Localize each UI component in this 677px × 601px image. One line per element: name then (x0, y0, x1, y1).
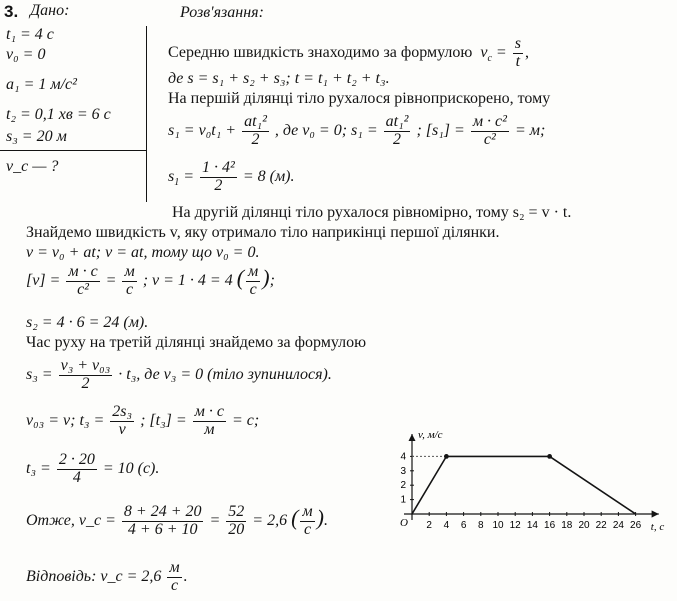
x-tick-label: 26 (630, 520, 642, 531)
data-point (547, 454, 552, 459)
answer-label: Відповідь: (26, 567, 97, 585)
line-formula: Середню швидкість знаходимо за формулою $v_c$ = $\frac{s}{t}$ , (168, 35, 529, 70)
y-tick-label: 4 (400, 451, 406, 463)
origin-label: O (400, 517, 408, 529)
x-tick-label: 20 (578, 520, 590, 531)
data-point (444, 454, 449, 459)
y-tick-label: 1 (400, 494, 406, 506)
given-divider (0, 150, 146, 151)
line-s2: s₂ = 4 · 6 = 24 (м). (26, 314, 149, 331)
x-tick-label: 8 (478, 520, 484, 531)
given-a1: a₁ = 1 м/с² (6, 76, 77, 93)
given-separator (146, 26, 147, 202)
given-v0: v₀ = 0 (6, 46, 46, 63)
line-second-section: На другій ділянці тіло рухалося рівномірно, тому s₂ = v · t. (172, 204, 572, 221)
line-s1-value: $s_1$ = $\frac{\text{1 · 4²}}{2}$ = 8 (м). (168, 159, 295, 194)
x-tick-label: 10 (492, 520, 504, 531)
solution-heading: Розв'язання: (180, 4, 264, 21)
x-axis-label: t, с (650, 521, 665, 533)
given-t2: t₂ = 0,1 хв = 6 с (6, 106, 111, 123)
x-tick-label: 22 (595, 520, 607, 531)
line-s1-formula: s₁ = v₀t₁ + $\frac{\text{at₁²}}{2}$ , де v₀ = 0; s₁ = $\frac{\text{at₁²}}{2}$ ; [s₁] = $\frac{\text{м · с²}}{\text{с²}}$ = м; (168, 113, 546, 148)
fraction-vc: $\frac{s}{t}$ (514, 35, 521, 70)
line-answer: Відповідь: v_c = 2,6 $\frac{м}{с}$ . (26, 559, 188, 594)
velocity-series-line (412, 456, 636, 514)
line-sums: де s = s₁ + s₂ + s₃; t = t₁ + t₂ + t₃. (168, 70, 390, 87)
y-tick-label: 3 (400, 465, 406, 477)
find-text: v_c — ? (6, 158, 59, 175)
line-v-unit: [v] = $\frac{м \cdot с}{\text{с²}}$ = $\frac{м}{с}$ ; v = 1 · 4 = 4 ( $\frac{м}{с}$ ); (26, 263, 275, 298)
x-tick-label: 2 (426, 520, 432, 531)
line-s3-formula: s₃ = $\frac{\text{v₃ + v₀₃}}{2}$ · t₃, де v₃ = 0 (тіло зупинилося). (26, 357, 332, 392)
y-tick-label: 2 (400, 480, 406, 492)
x-tick-label: 6 (460, 520, 467, 531)
x-tick-label: 14 (526, 520, 538, 531)
line-t3-value: t₃ = $\frac{2 \cdot 20}{4}$ = 10 (с). (26, 451, 160, 486)
x-tick-label: 4 (443, 520, 450, 531)
x-tick-label: 24 (612, 520, 624, 531)
given-t1: t₁ = 4 с (6, 26, 54, 43)
problem-number: 3. (4, 2, 19, 21)
given-s3: s₃ = 20 м (6, 128, 67, 145)
given-heading: Дано: (30, 2, 70, 19)
line-first-section: На першій ділянці тіло рухалося рівноприскорено, тому (168, 90, 551, 107)
line-vc-result: Отже, v_c = $\frac{8 + 24 + 20}{4 + 6 + 10}$ = $\frac{52}{20}$ = 2,6 ( $\frac{м}{с}$ ). (26, 503, 328, 538)
line-find-v: Знайдемо швидкість v, яку отримало тіло наприкінці першої ділянки. (26, 224, 500, 241)
x-tick-label: 18 (561, 520, 573, 531)
y-axis-label: v, м/с (418, 429, 443, 441)
line-t3-formula: v₀₃ = v; t₃ = $\frac{\text{2s₃}}{v}$ ; [t₃] = $\frac{м \cdot с}{м}$ = с; (26, 403, 260, 438)
x-tick-label: 12 (509, 520, 521, 531)
line-v-formula: v = v₀ + at; v = at, тому що v₀ = 0. (26, 244, 260, 261)
line-third-section: Час руху на третій ділянці знайдемо за формулою (26, 334, 367, 351)
velocity-time-chart (380, 410, 672, 535)
x-tick-label: 16 (544, 520, 556, 531)
